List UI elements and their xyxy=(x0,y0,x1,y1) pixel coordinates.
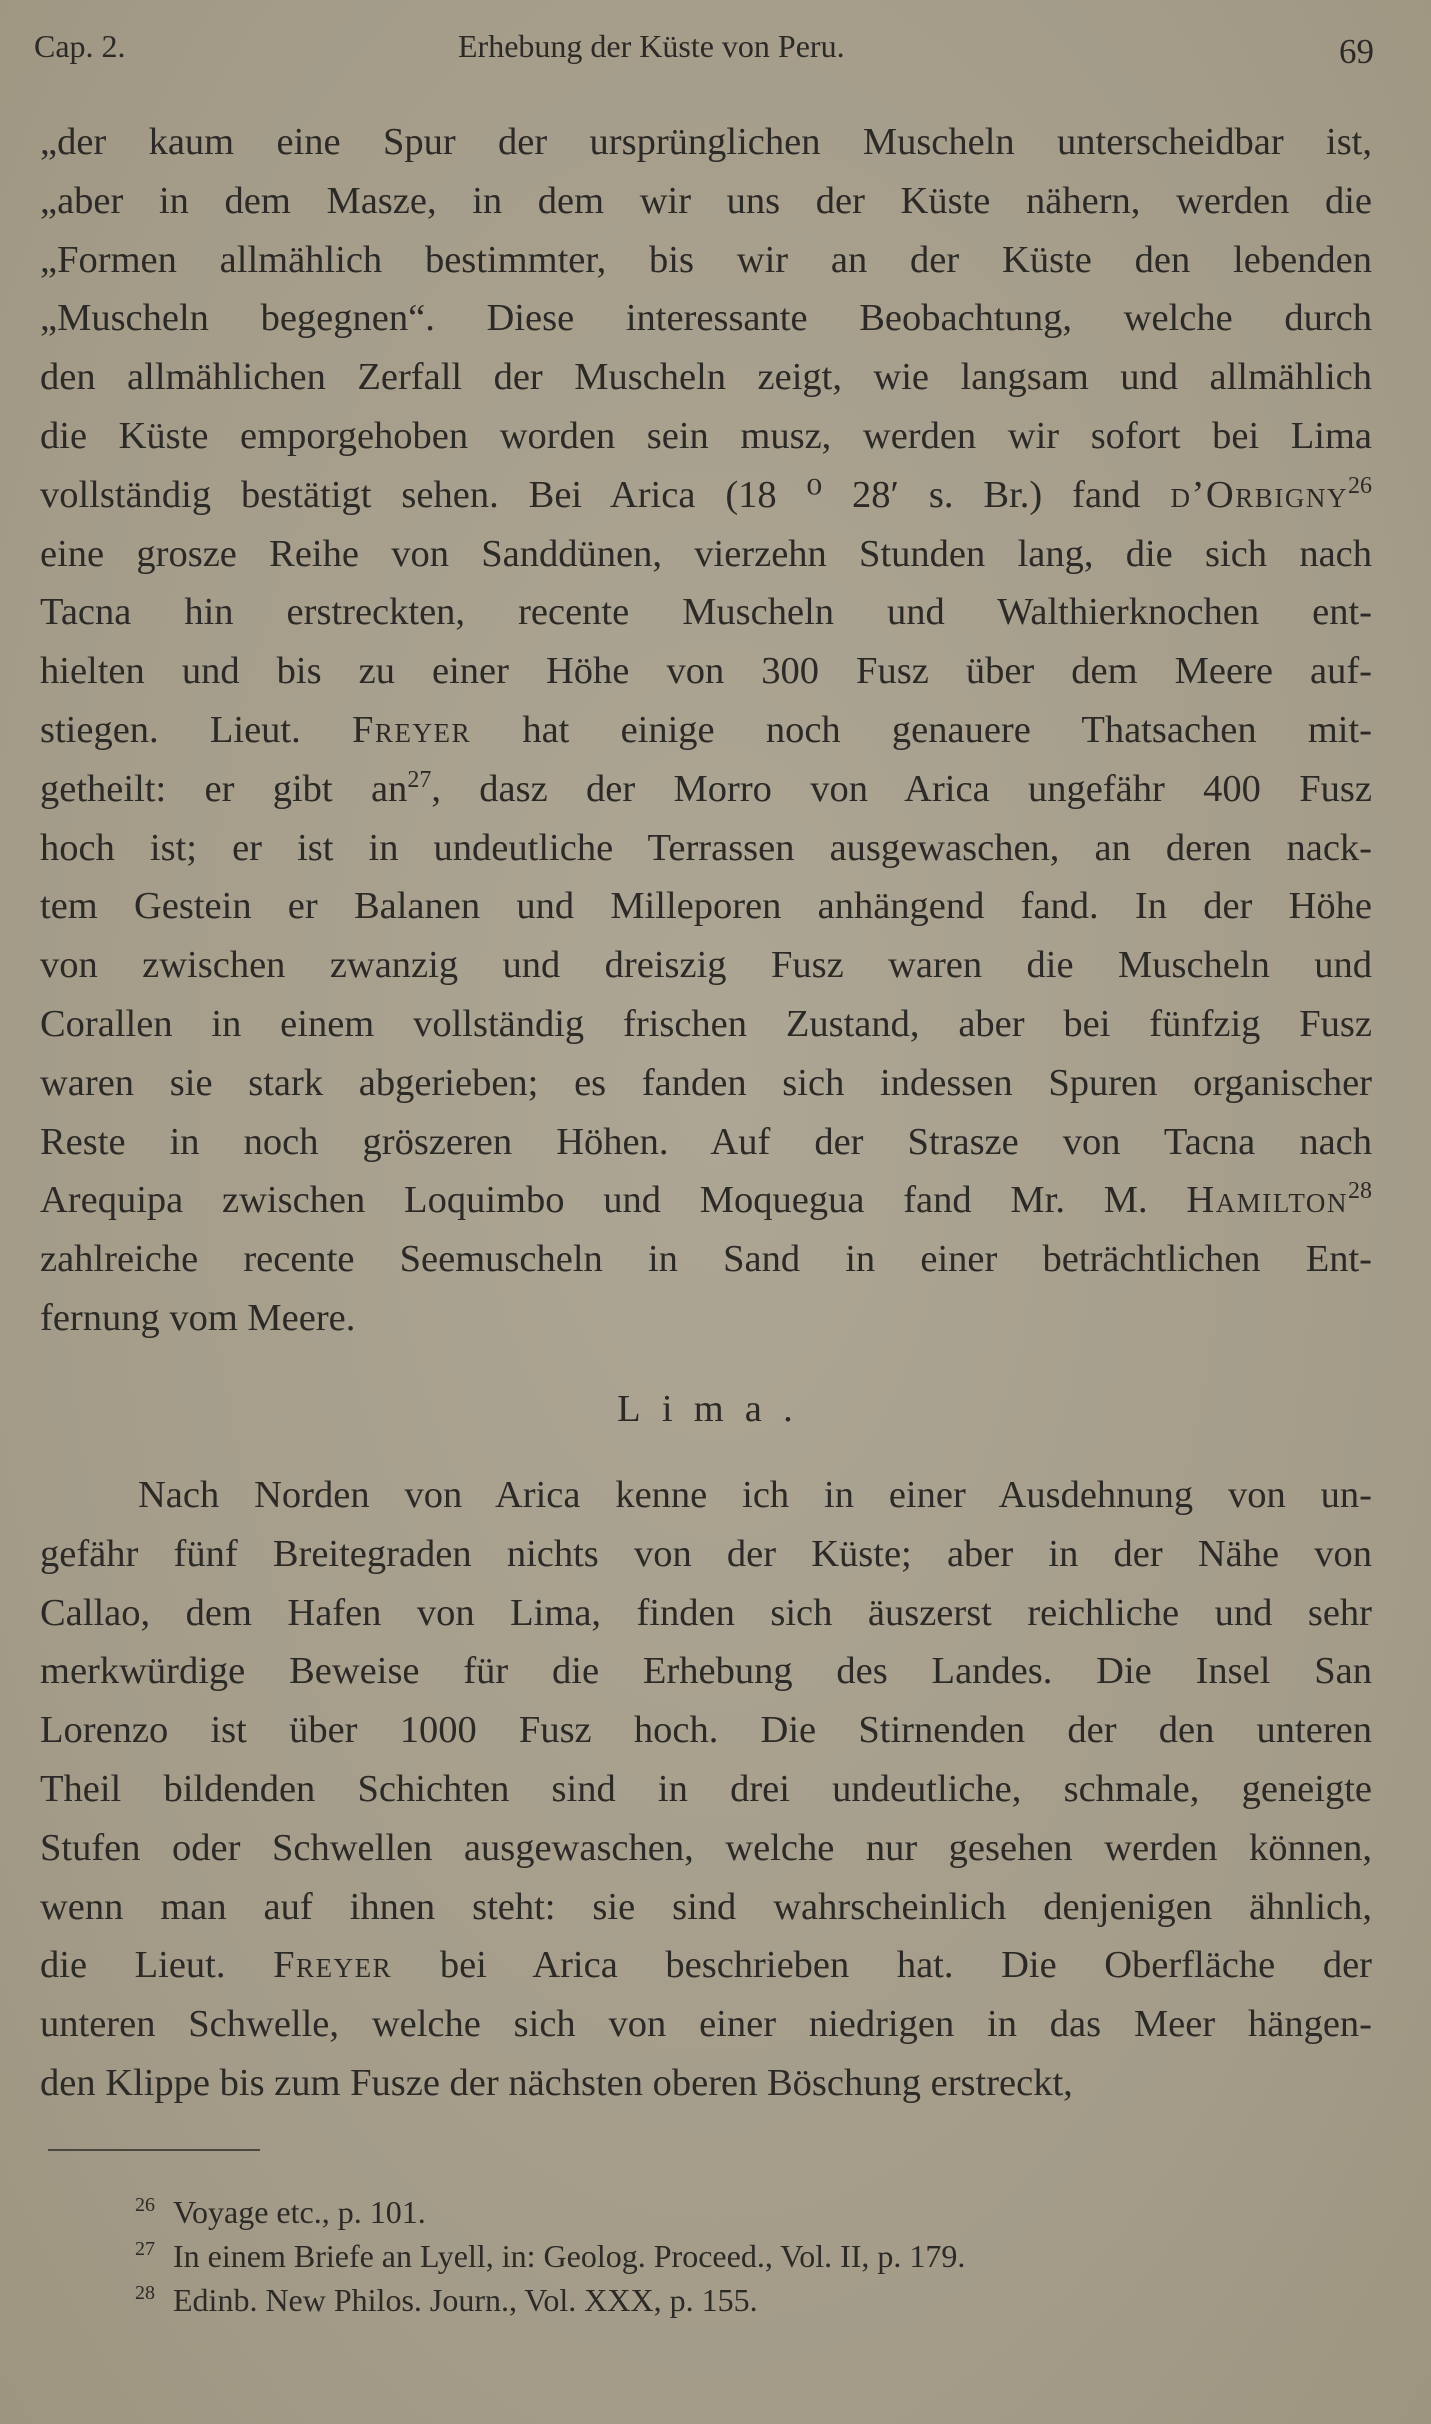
text-line: Nach Norden von Arica kenne ich in einer Ausdehnung von un- xyxy=(138,1474,1372,1516)
text-line: Lorenzo ist über 1000 Fusz hoch. Die Stirnenden der den unteren xyxy=(40,1709,1372,1752)
text-line xyxy=(40,760,1372,819)
footnote-text: Edinb. New Philos. Journ., Vol. XXX, p. 155. xyxy=(173,2282,758,2318)
text-run: die Lieut. xyxy=(40,1944,274,1987)
running-title: Erhebung der Küste von Peru. xyxy=(458,28,845,64)
text-line: fernung vom Meere. xyxy=(40,1296,356,1339)
text-line: eine grosze Reihe von Sanddünen, vierzehn Stunden lang, die sich nach xyxy=(40,532,1372,575)
footnote-ref[interactable]: 26 xyxy=(1348,472,1372,499)
text-line: Callao, dem Hafen von Lima, finden sich äuszerst reichliche und sehr xyxy=(40,1591,1372,1634)
text-line: die Küste emporgehoben worden sein musz, werden wir sofort bei Lima xyxy=(40,414,1372,457)
text-line: den allmählichen Zerfall der Muscheln zeigt, wie langsam und allmählich xyxy=(40,356,1372,399)
text-line: von zwischen zwanzig und dreiszig Fusz waren die Muscheln und xyxy=(40,944,1372,987)
footnote-text: In einem Briefe an Lyell, in: Geolog. Proceed., Vol. II, p. 179. xyxy=(173,2238,966,2274)
footnote xyxy=(135,2190,965,2234)
text-run: vollständig bestätigt sehen. Bei Arica (18 ⁰ 28′ s. Br.) fand xyxy=(40,473,1171,516)
section-heading: Lima. xyxy=(617,1388,814,1430)
text-line: merkwürdige Beweise für die Erhebung des Landes. Die Insel San xyxy=(40,1650,1372,1693)
text-run: hat einige noch genauere Thatsachen mit- xyxy=(471,708,1372,751)
footnote xyxy=(135,2234,965,2278)
text-run: , dasz der Morro von Arica ungefähr 400 Fusz xyxy=(431,767,1372,810)
text-line: Stufen oder Schwellen ausgewaschen, welche nur gesehen werden können, xyxy=(40,1826,1372,1869)
author-name: d’Orbigny xyxy=(1170,473,1348,516)
text-line: Corallen in einem vollständig frischen Zustand, aber bei fünfzig Fusz xyxy=(40,1002,1372,1045)
text-line: tem Gestein er Balanen und Milleporen anhängend fand. In der Höhe xyxy=(40,885,1372,928)
text-line: gefähr fünf Breitegraden nichts von der Küste; aber in der Nähe von xyxy=(40,1532,1372,1575)
text-line: Reste in noch gröszeren Höhen. Auf der Strasze von Tacna nach xyxy=(40,1120,1372,1163)
footnote-text: Voyage etc., p. 101. xyxy=(173,2194,426,2230)
text-line xyxy=(40,1936,1372,1995)
footnote-ref[interactable]: 28 xyxy=(1348,1178,1372,1205)
text-line: waren sie stark abgerieben; es fanden sich indessen Spuren organischer xyxy=(40,1061,1372,1104)
footnotes xyxy=(135,2190,965,2322)
text-line: den Klippe bis zum Fusze der nächsten oberen Böschung erstreckt, xyxy=(40,2061,1073,2104)
footnote-separator xyxy=(48,2149,260,2151)
text-line: Tacna hin erstreckten, recente Muscheln und Walthierknochen ent- xyxy=(40,591,1372,634)
text-line xyxy=(40,1171,1372,1230)
text-line xyxy=(40,701,1372,760)
footnote xyxy=(135,2278,965,2322)
running-header xyxy=(34,22,1374,72)
text-line: hielten und bis zu einer Höhe von 300 Fusz über dem Meere auf- xyxy=(40,650,1372,693)
text-line: zahlreiche recente Seemuscheln in Sand in einer beträchtlichen Ent- xyxy=(40,1238,1372,1281)
paragraph-lima xyxy=(40,1466,1372,2113)
text-line: hoch ist; er ist in undeutliche Terrassen ausgewaschen, an deren nack- xyxy=(40,826,1372,869)
text-run: stiegen. Lieut. xyxy=(40,708,352,751)
text-line xyxy=(40,466,1372,525)
footnote-number: 27 xyxy=(135,2238,155,2260)
text-line: „der kaum eine Spur der ursprünglichen Muscheln unterscheidbar ist, xyxy=(40,121,1372,163)
author-name: Hamilton xyxy=(1186,1179,1348,1222)
footnote-number: 26 xyxy=(135,2194,155,2216)
paragraph-continued xyxy=(40,113,1372,1348)
page-number: 69 xyxy=(1339,32,1374,71)
text-line: „Muscheln begegnen“. Diese interessante Beobachtung, welche durch xyxy=(40,297,1372,340)
text-line: „aber in dem Masze, in dem wir uns der Küste nähern, werden die xyxy=(40,179,1372,222)
footnote-ref[interactable]: 27 xyxy=(407,766,432,793)
text-line: unteren Schwelle, welche sich von einer niedrigen in das Meer hängen- xyxy=(40,2003,1372,2046)
text-line: „Formen allmählich bestimmter, bis wir an der Küste den lebenden xyxy=(40,238,1372,281)
text-line: Theil bildenden Schichten sind in drei undeutliche, schmale, geneigte xyxy=(40,1767,1372,1810)
footnote-number: 28 xyxy=(135,2282,155,2304)
chapter-label: Cap. 2. xyxy=(34,28,126,64)
author-name: Freyer xyxy=(351,708,472,751)
text-run: getheilt: er gibt an xyxy=(40,767,408,810)
text-run: bei Arica beschrieben hat. Die Oberfläche der xyxy=(392,1944,1372,1987)
text-line: wenn man auf ihnen steht: sie sind wahrscheinlich denjenigen ähnlich, xyxy=(40,1885,1372,1928)
text-run: Arequipa zwischen Loquimbo und Moquegua fand Mr. M. xyxy=(40,1179,1187,1222)
author-name: Freyer xyxy=(273,1944,393,1987)
